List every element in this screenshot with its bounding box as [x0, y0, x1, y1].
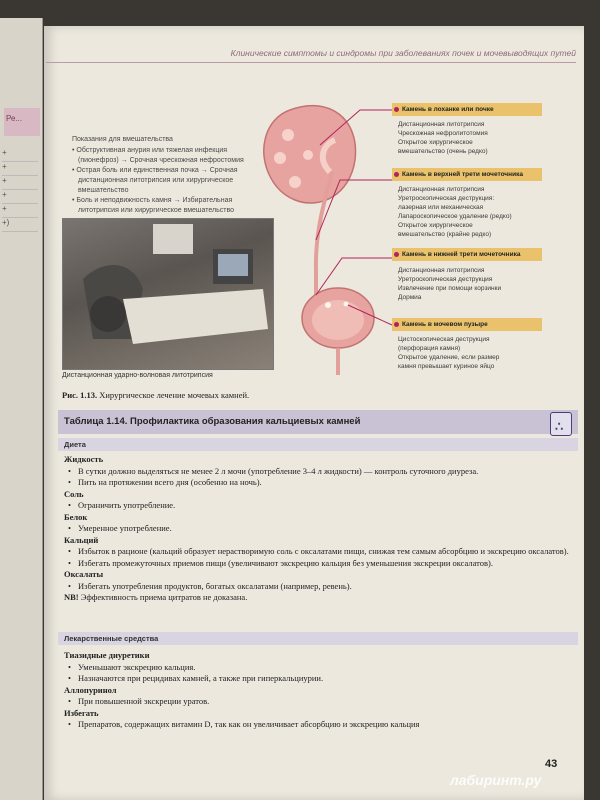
subheading: Соль	[64, 488, 84, 499]
procedure-line: вмешательство (крайне редко)	[398, 231, 492, 238]
bullet-item: • Ограничить употребление.	[64, 500, 578, 512]
procedure-line: (перфорация камня)	[398, 345, 461, 352]
indication-item: • Обструктивная анурия или тяжелая инфекция (пионефроз) → Срочная чрескожная нефростомия	[72, 147, 244, 164]
nb-note	[64, 592, 578, 604]
left-row: +	[2, 176, 38, 190]
prevention-table	[58, 410, 578, 750]
procedure-line: камня превышает куриное яйцо	[398, 363, 495, 370]
indication-item: • Боль и неподвижность камня → Избирательная литотрипсия или хирургическое вмешательство	[72, 197, 235, 214]
section-band-diet: Диета	[58, 438, 578, 451]
procedure-line: Цистоскопическая деструкция	[398, 336, 490, 343]
procedure-line: Дормиа	[398, 294, 422, 301]
bullet-item: • Избегать промежуточных приемов пищи (увеличивают экскрецию кальция без уменьшения экскреции оксалатов).	[64, 558, 578, 570]
left-row: +)	[2, 218, 38, 232]
header-rule	[46, 62, 576, 63]
left-row: +	[2, 148, 38, 162]
procedure-line: Лапароскопическое удаление (редко)	[398, 213, 512, 220]
bullet-item: • В сутки должно выделяться не менее 2 л мочи (употребление 3–4 л жидкости) — контроль суточного диуреза.	[64, 466, 578, 478]
figure-caption	[62, 390, 249, 400]
table-title-text: Таблица 1.14. Профилактика образования кальциевых камней	[64, 416, 361, 427]
bullet-item: • При повышенной экскреции уратов.	[64, 696, 578, 708]
bullet-item: • Избыток в рационе (кальций образует нерастворимую соль с оксалатами пищи, снижая тем самым абсорбцию и экскрецию оксалатов).	[64, 546, 578, 558]
lithotripsy-photo	[62, 218, 274, 370]
procedure-line: вмешательство (очень редко)	[398, 148, 488, 155]
procedure-line: лазерная или механическая	[398, 204, 484, 211]
bullet-item: • Умеренное употребление.	[64, 523, 578, 535]
procedure-line: Уретроскопическая деструкция	[398, 276, 493, 283]
kidney-illustration	[264, 106, 356, 203]
bladder-illustration	[302, 288, 374, 375]
procedure-line: Чрескожная нефролитотомия	[398, 130, 488, 137]
callout-upper-ureter-stone: Камень в верхней трети мочеточника	[392, 168, 542, 181]
procedures-lower-ureter	[398, 266, 543, 302]
procedures-kidney	[398, 120, 543, 156]
figure-caption-text: Хирургическое лечение мочевых камней.	[97, 390, 250, 400]
figure-label: Рис. 1.13.	[62, 390, 98, 400]
nb-text: Эффективность приема цитратов не доказана.	[78, 592, 248, 602]
section-band-drugs: Лекарственные средства	[58, 632, 578, 645]
indication-item: • Острая боль или единственная почка → Срочная дистанционная литотрипсия или хирургическое вмешательство	[72, 167, 238, 194]
lithotripsy-photo-shapes	[63, 219, 273, 369]
indications-title: Показания для вмешательства	[72, 136, 173, 143]
nb-label: NB!	[64, 592, 79, 602]
procedure-line: Открытое хирургическое	[398, 222, 473, 229]
procedure-line: Уретроскопическая деструкция:	[398, 195, 495, 202]
subheading: Тиазидные диуретики	[64, 650, 150, 660]
bullet-item: • Пить на протяжении всего дня (особенно на ночь).	[64, 477, 578, 489]
left-row: +	[2, 190, 38, 204]
left-tab-label: Ре...	[6, 114, 23, 123]
left-page-edge	[0, 18, 43, 800]
bullet-item: • Назначаются при рецидивах камней, а также при гиперкальциурии.	[64, 673, 578, 685]
section-drugs-body	[58, 650, 578, 731]
procedure-line: Дистанционная литотрипсия	[398, 186, 485, 193]
left-page-rows	[2, 148, 38, 232]
procedure-line: Открытое хирургическое	[398, 139, 473, 146]
subheading: Жидкость	[64, 454, 104, 464]
subheading: Оксалаты	[64, 569, 104, 579]
subheading: Аллопуринол	[64, 684, 117, 695]
procedure-line: Открытое удаление, если размер	[398, 354, 500, 361]
left-page-tab	[4, 108, 40, 136]
section-diet-body	[58, 454, 578, 604]
subheading: Кальций	[64, 534, 99, 545]
page-number: 43	[545, 758, 558, 770]
watermark: лабиринт.ру	[450, 772, 542, 788]
callout-lower-ureter-stone: Камень в нижней трети мочеточника	[392, 248, 542, 261]
procedure-line: Извлечение при помощи корзинки	[398, 285, 502, 292]
callout-bladder-stone: Камень в мочевом пузыре	[392, 318, 542, 331]
left-row: +	[2, 204, 38, 218]
left-row: +	[2, 162, 38, 176]
procedure-line: Дистанционная литотрипсия	[398, 121, 485, 128]
indications-block	[72, 135, 262, 216]
running-header: Клинические симптомы и синдромы при заболеваниях почек и мочевыводящих путей	[230, 48, 576, 58]
table-title	[58, 410, 578, 434]
subheading: Белок	[64, 511, 88, 522]
photo-caption: Дистанционная ударно-волновая литотрипсия	[62, 372, 213, 379]
procedures-upper-ureter	[398, 185, 543, 239]
subheading: Избегать	[64, 707, 99, 718]
procedure-line: Дистанционная литотрипсия	[398, 267, 485, 274]
pill-bottle-icon	[550, 412, 572, 436]
callout-kidney-stone: Камень в лоханке или почке	[392, 103, 542, 116]
procedures-bladder	[398, 335, 543, 371]
bullet-item: • Уменьшают экскрецию кальция.	[64, 662, 578, 674]
bullet-item: • Избегать употребления продуктов, богатых оксалатами (например, ревень).	[64, 581, 578, 593]
bullet-item: • Препаратов, содержащих витамин D, так как он увеличивает абсорбцию и экскрецию кальция	[64, 719, 578, 731]
